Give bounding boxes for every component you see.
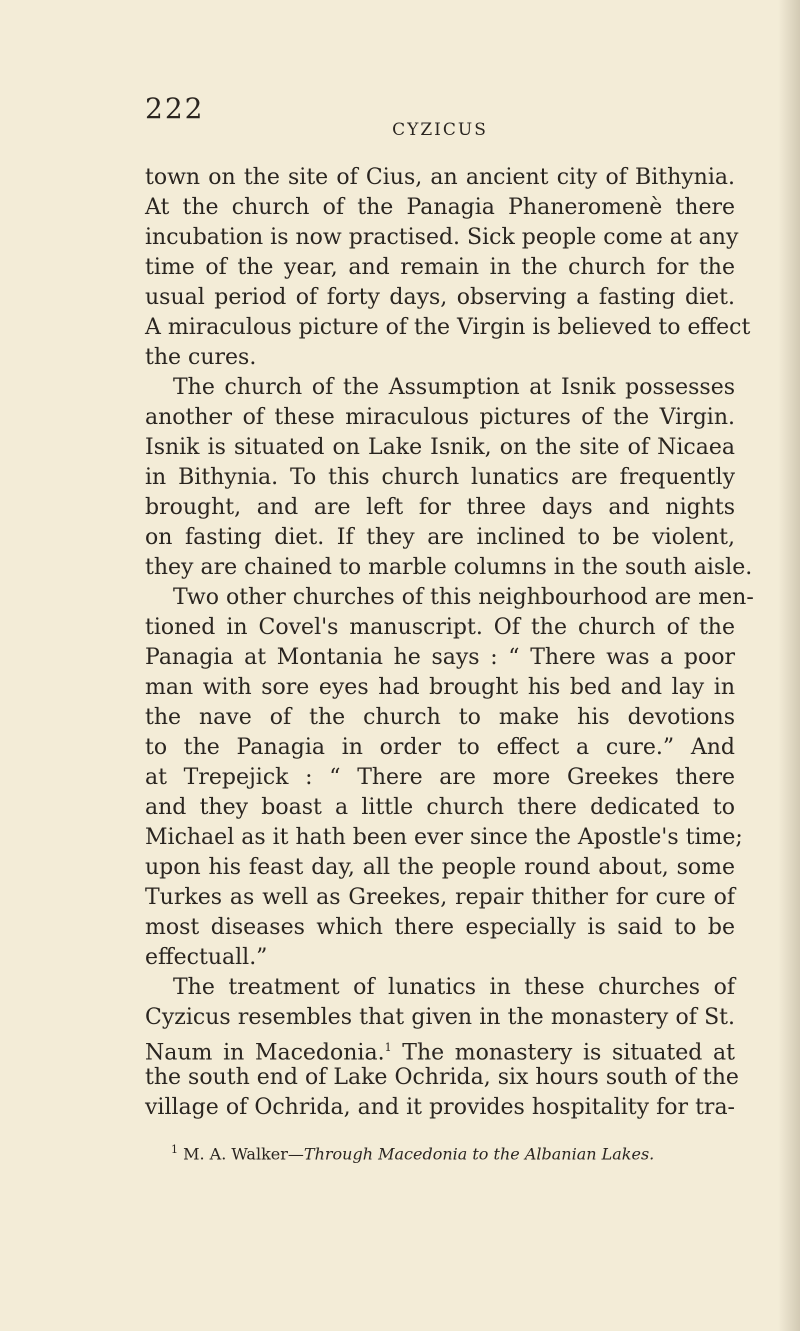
text-line: in Bithynia. To this church lunatics are frequently: [145, 465, 735, 490]
text-line: A miraculous picture of the Virgin is believed to effect: [145, 315, 751, 340]
page-number: 222: [145, 92, 205, 125]
text-line: brought, and are left for three days and nights: [145, 495, 735, 520]
text-line: At the church of the Panagia Phaneromenè there: [145, 195, 735, 220]
text-line: The treatment of lunatics in these churches of: [173, 975, 735, 1000]
footnote-marker: 1: [171, 1143, 178, 1156]
text-line-with-footnote-ref: [145, 1033, 736, 1066]
text-line: time of the year, and remain in the church for the: [145, 255, 735, 280]
text-line: man with sore eyes had brought his bed and lay in: [145, 675, 735, 700]
text-fragment: The monastery is situated at: [391, 1040, 736, 1066]
text-line: Cyzicus resembles that given in the monastery of St.: [145, 1005, 735, 1030]
text-line: effectuall.”: [145, 945, 268, 970]
text-fragment: Naum in Macedonia.: [145, 1040, 385, 1066]
running-head: CYZICUS: [392, 120, 488, 140]
text-line: to the Panagia in order to effect a cure.” And: [145, 735, 735, 760]
text-line: at Trepejick : “ There are more Greekes there: [145, 765, 735, 790]
text-line: Panagia at Montania he says : “ There was a poor: [145, 645, 735, 670]
text-line: most diseases which there especially is said to be: [145, 915, 735, 940]
footnote-author: M. A. Walker—: [183, 1144, 304, 1164]
text-line: Turkes as well as Greekes, repair thither for cure of: [145, 885, 735, 910]
footnote-reference[interactable]: 1: [384, 1041, 392, 1054]
text-line: incubation is now practised. Sick people come at any: [145, 225, 739, 250]
footnote-title: Through Macedonia to the Albanian Lakes.: [303, 1144, 655, 1164]
text-line: town on the site of Cius, an ancient city of Bithynia.: [145, 165, 735, 190]
text-line: upon his feast day, all the people round about, some: [145, 855, 735, 880]
footnote: [145, 1138, 761, 1166]
text-line: usual period of forty days, observing a fasting diet.: [145, 285, 735, 310]
text-line: the nave of the church to make his devotions: [145, 705, 735, 730]
body-text: [145, 163, 754, 1123]
text-line: and they boast a little church there dedicated to: [145, 795, 735, 820]
text-line: Two other churches of this neighbourhood are men-: [173, 585, 754, 610]
text-line: tioned in Covel's manuscript. Of the church of the: [145, 615, 735, 640]
page-edge-shadow: [778, 0, 800, 1331]
text-line: they are chained to marble columns in the south aisle.: [145, 555, 753, 580]
text-line: on fasting diet. If they are inclined to be violent,: [145, 525, 735, 550]
page-header: [145, 88, 735, 148]
text-line: The church of the Assumption at Isnik possesses: [173, 375, 735, 400]
text-line: another of these miraculous pictures of the Virgin.: [145, 405, 735, 430]
text-line: the cures.: [145, 345, 257, 370]
text-line: Michael as it hath been ever since the Apostle's time;: [145, 825, 743, 850]
text-line: village of Ochrida, and it provides hospitality for tra-: [145, 1095, 735, 1120]
text-line: Isnik is situated on Lake Isnik, on the site of Nicaea: [145, 435, 735, 460]
text-line: the south end of Lake Ochrida, six hours south of the: [145, 1065, 739, 1090]
